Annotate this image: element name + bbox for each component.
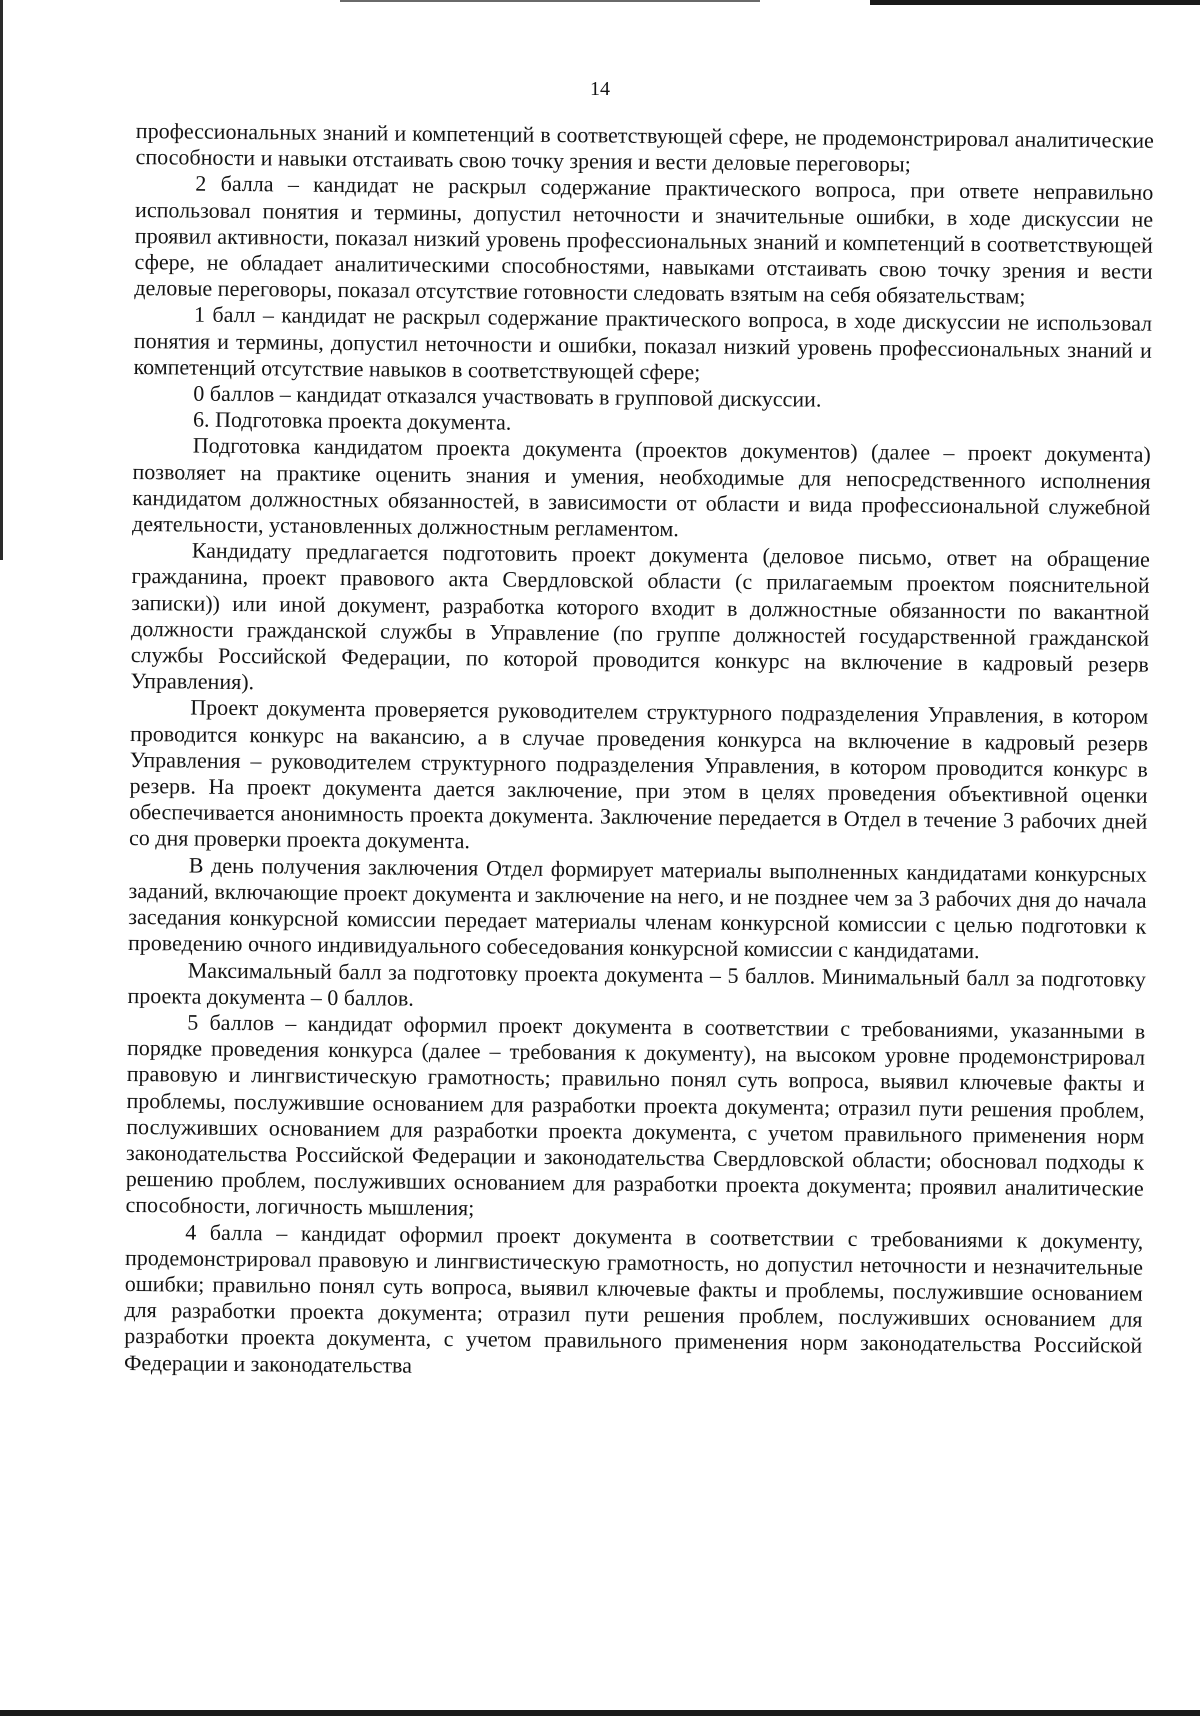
- paragraph: 0 баллов – кандидат отказался участвовать в групповой дискуссии.: [193, 380, 822, 412]
- paragraph: 5 баллов – кандидат оформил проект документа в соответствии с требованиями, указанными в порядке проведения конкурса (далее – требования к документу), на высоком уровне продемонстрировал правовую и лингвистическую грамотность; правильно понял суть вопроса, выявил ключевые факты и проблемы, послужившие основанием для разработки проекта документа; отразил пути решения проблем, послуживших основанием для разработки проекта документа, с учетом правильного применения норм законодательства Российской Федерации и законодательства Свердловской области; обосновал подходы к решению проблем, послуживших основанием для разработки проекта документа; проявил аналитические способности, логичность мышления;: [125, 1009, 1146, 1221]
- paragraph: Подготовка кандидатом проекта документа (проектов документов) (далее – проект документа) позволяет на практике оценить знания и умения, необходимые для непосредственного исполнения кандидатом должностных обязанностей, в зависимости от области и вида профессиональной служебной деятельности, установленных должностным регламентом.: [131, 432, 1151, 542]
- paragraph: 4 балла – кандидат оформил проект документа в соответствии с требованиями к документу, продемонстрировал правовую и лингвистическую грамотность, но допустил неточности и незначительные ошибки; правильно понял суть вопроса, выявил ключевые факты и проблемы, послужившие основанием для разработки проекта документа; отразил пути решения проблем, послуживших основанием для разработки проекта документа, с учетом правильного применения норм законодательства Российской Федерации и законодательства: [123, 1219, 1144, 1378]
- paragraph: Максимальный балл за подготовку проекта документа – 5 баллов. Минимальный балл за подготовку проекта документа – 0 баллов.: [127, 957, 1146, 1011]
- scan-edge-top-thin: [340, 0, 760, 2]
- paragraph: профессиональных знаний и компетенций в соответствующей сфере, не продемонстрировал аналитические способности и навыки отстаивать свою точку зрения и вести деловые переговоры;: [135, 118, 1154, 177]
- scan-edge-bottom: [0, 1710, 1200, 1716]
- paragraph: В день получения заключения Отдел формирует материалы выполненных кандидатами конкурсных заданий, включающие проект документа и заключение на него, и не позднее чем за 3 рабочих дня до начала заседания конкурсной комиссии передает материалы членам конкурсной комиссии с целью подготовки к проведению очного индивидуального собеседования конкурсной комиссии с кандидатами.: [127, 852, 1147, 964]
- page-number: 14: [590, 78, 610, 100]
- paragraph: Кандидату предлагается подготовить проект документа (деловое письмо, ответ на обращение гражданина, проект правового акта Свердловской области (с прилагаемым проектом пояснительной записки)) или иной документ, разработка которого входит в должностные обязанности по вакантной должности гражданской службы в Управление (по группе должностей государственной гражданской службы Российской Федерации, по которой проводится конкурс на включение в кадровый резерв Управления).: [130, 537, 1150, 695]
- paragraph: 1 балл – кандидат не раскрыл содержание практического вопроса, в ходе дискуссии не использовал понятия и термины, допустил неточности и ошибки, показал низкий уровень профессиональных знаний и компетенций отсутствие навыков в соответствующей сфере;: [133, 301, 1153, 385]
- document-body: [124, 118, 1154, 1385]
- scan-edge-top: [870, 0, 1200, 5]
- paragraph: 2 балла – кандидат не раскрыл содержание практического вопроса, при ответе неправильно использовал понятия и термины, допустил неточности и значительные ошибки, в ходе дискуссии не проявил активности, показал низкий уровень профессиональных знаний и компетенций в соответствующей сфере, не обладает аналитическими способностями, навыками отстаивать свою точку зрения и вести деловые переговоры, показал отсутствие готовности следовать взятым на себя обязательствам;: [134, 170, 1154, 309]
- section-heading: 6. Подготовка проекта документа.: [192, 406, 512, 435]
- paragraph: Проект документа проверяется руководителем структурного подразделения Управления, в котором проводится конкурс на вакансию, а в случае проведения конкурса на включение в кадровый резерв Управления – руководителем структурного подразделения Управления, в котором проводится конкурс в резерв. На проект документа дается заключение, при этом в целях проведения объективной оценки обеспечивается анонимность проекта документа. Заключение передается в Отдел в течение 3 рабочих дней со дня проверки проекта документа.: [128, 695, 1149, 854]
